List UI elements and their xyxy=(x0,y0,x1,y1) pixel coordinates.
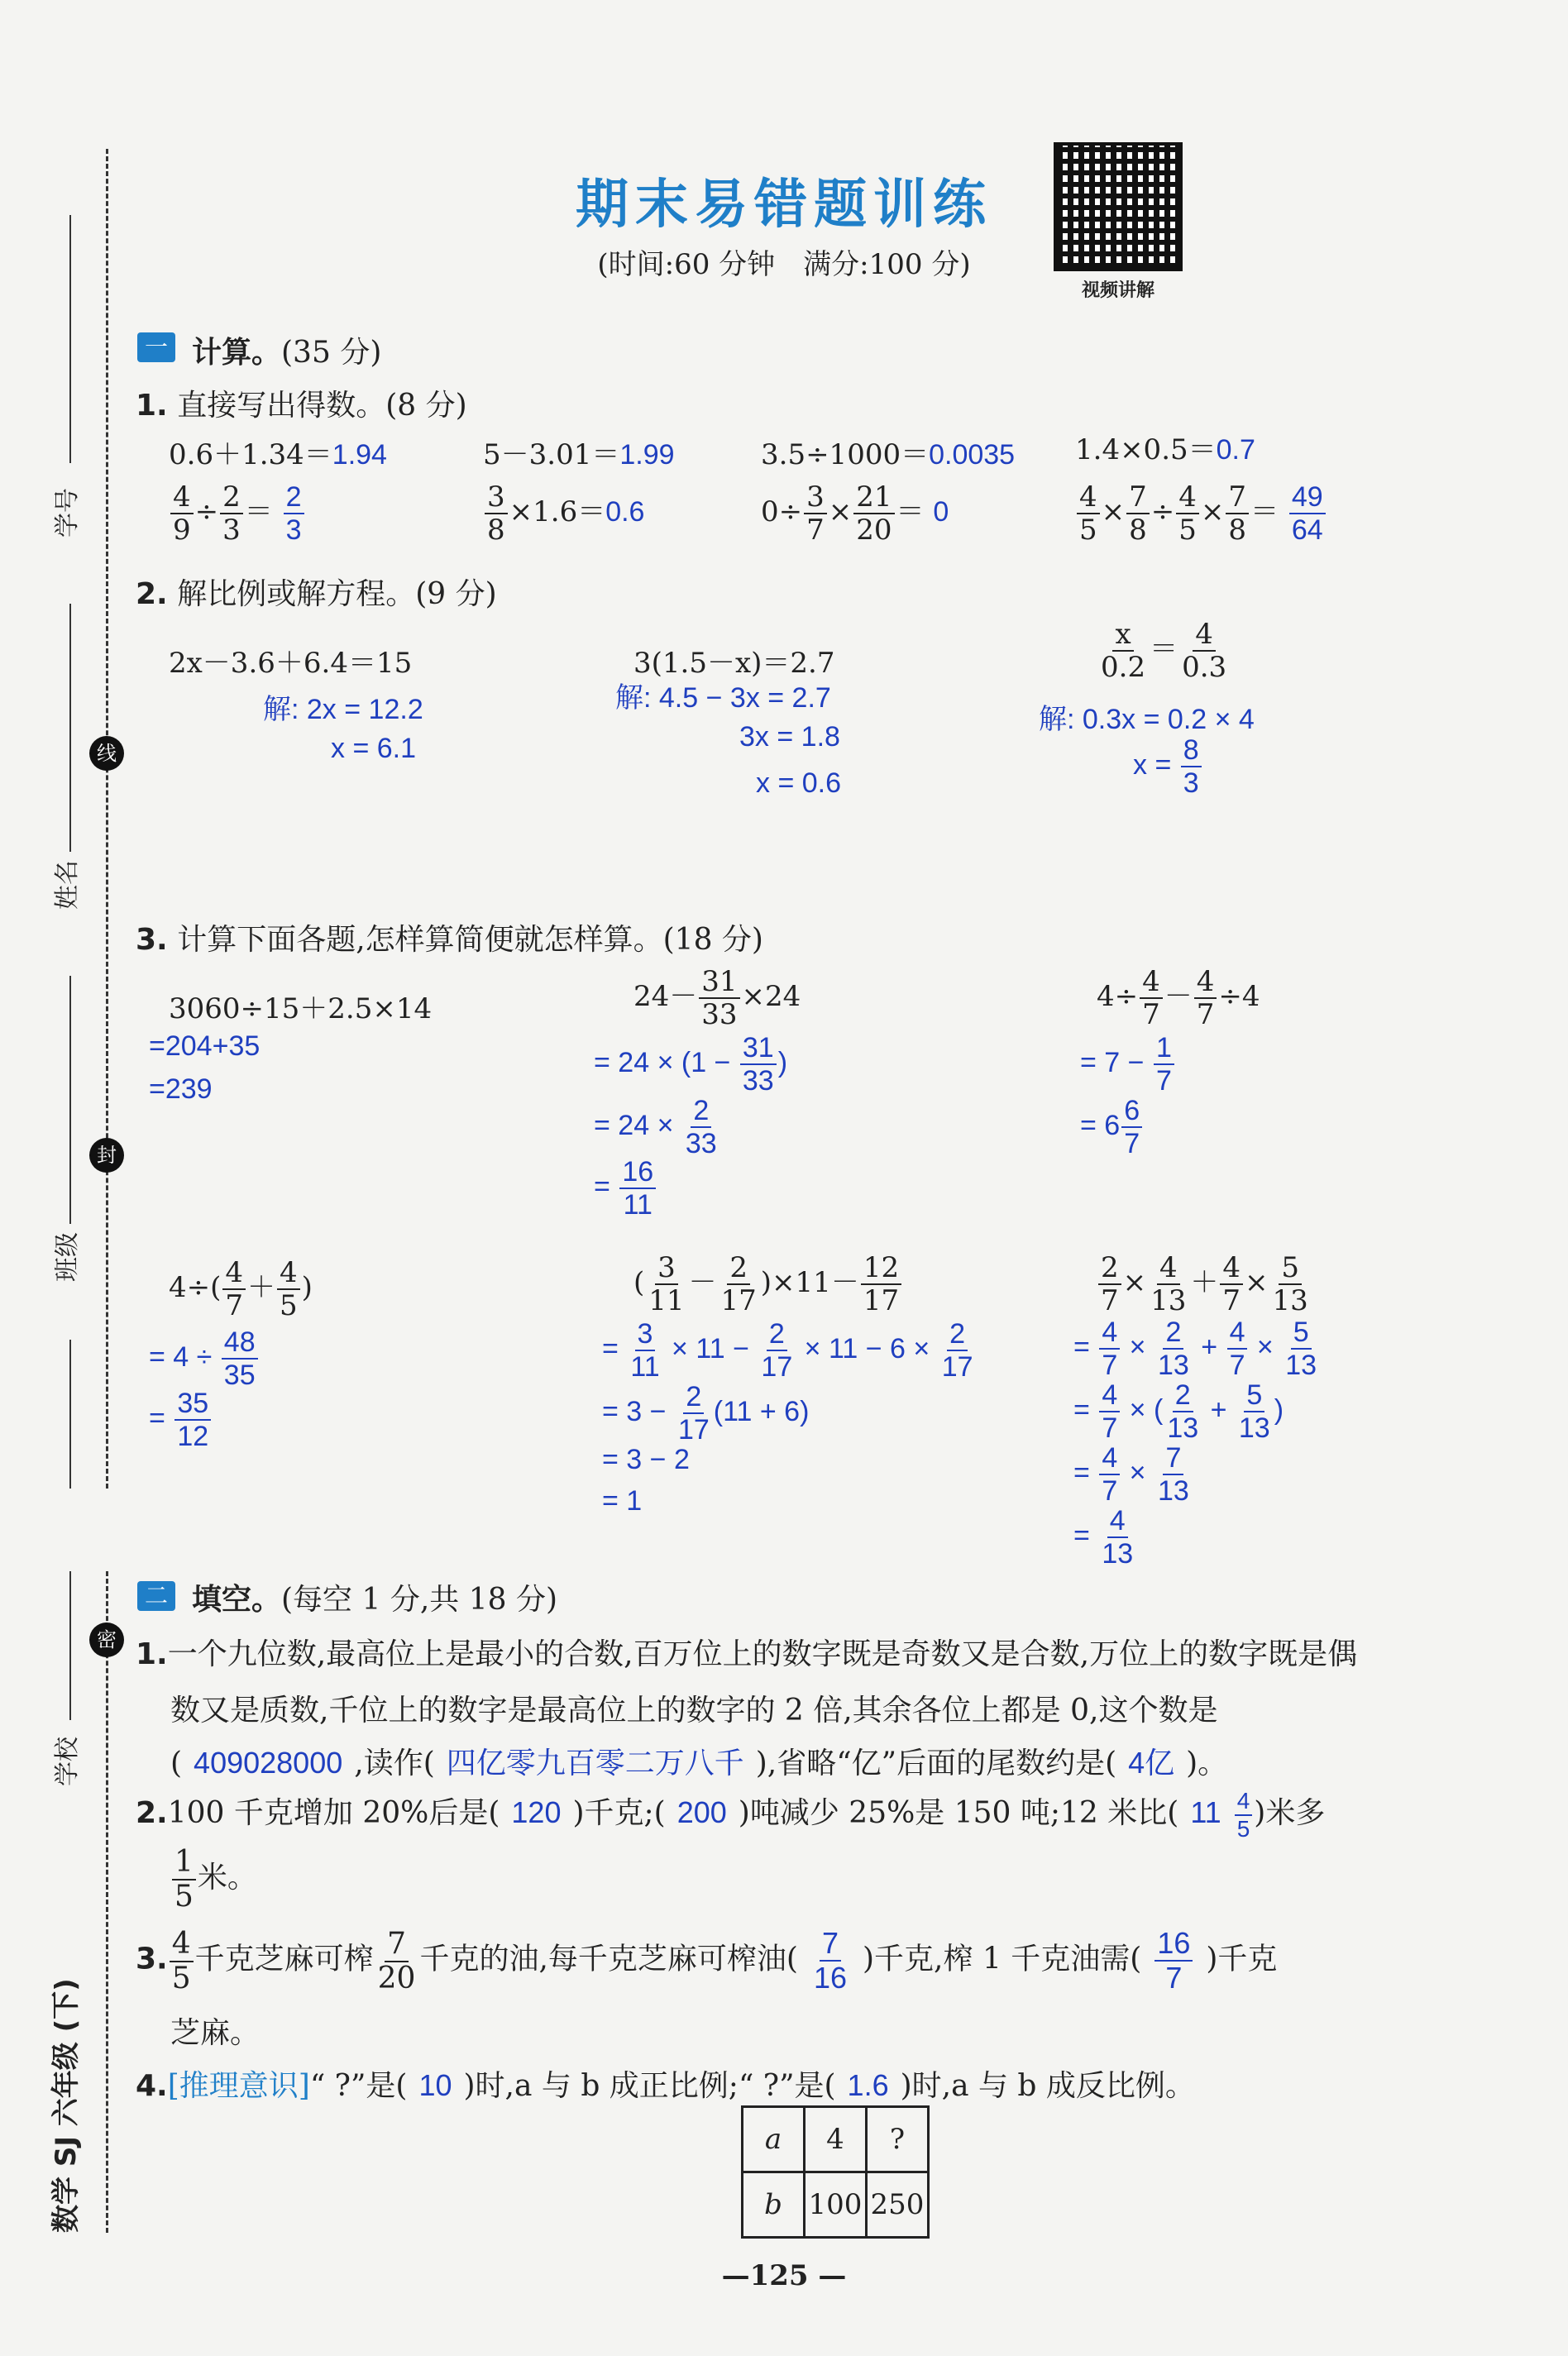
ratio-table: a 4 ? b 100 250 xyxy=(741,2105,930,2239)
fill-2-line2: $\frac{1}{5}$ 米。 xyxy=(170,1847,257,1912)
section-number: 一 xyxy=(137,332,175,362)
field-rule xyxy=(69,1340,71,1489)
solution-step: 解: 0.3x = 0.2 × 4 xyxy=(1039,704,1255,735)
solution-step: 解: 2x = 12.2 xyxy=(263,694,423,725)
subtitle: (时间:60 分钟 满分:100 分) xyxy=(597,248,971,281)
fill-1: 1.一个九位数,最高位上是最小的合数,百万位上的数字既是奇数又是合数,万位上的数字既是偶 xyxy=(136,1637,1358,1671)
solution-step: = $\frac{35}{12}$ xyxy=(149,1389,213,1450)
solution-step: =239 xyxy=(149,1073,213,1105)
solution-step: = $\frac{4}{7}$ × $\frac{7}{13}$ xyxy=(1073,1442,1189,1507)
calc-item: 5－3.01＝1.99 xyxy=(483,438,675,471)
solution-step: 解: 4.5 − 3x = 2.7 xyxy=(615,682,831,714)
field-rule xyxy=(69,1571,71,1720)
solution-step: 3x = 1.8 xyxy=(739,721,840,753)
solution-step: = 24 × (1 − $\frac{31}{33}$ ) xyxy=(594,1032,788,1097)
calc-item: 3.5÷1000＝0.0035 xyxy=(761,438,1016,471)
fill-2: 2.100 千克增加 20%后是( 120 )千克;( 200 )吨减少 25%是 150 吨;12 米比( 11 $\frac{4}{5}$ )米多 xyxy=(136,1788,1326,1842)
expression: 3060÷15＋2.5×14 xyxy=(169,992,433,1025)
class-label: 班级 xyxy=(53,1232,82,1282)
name-label: 姓名 xyxy=(53,860,82,910)
fill-3: 3. $\frac{4}{5}$ 千克芝麻可榨 $\frac{7}{20}$ 千克的油,每千克芝麻可榨油( $\frac{7}{16}$ )千克,榨 1 千克油需( $\frac{16}{7}$ )千克 xyxy=(136,1926,1278,1995)
question-3: 3. 计算下面各题,怎样算简便就怎样算。(18 分) xyxy=(136,923,763,957)
solution-step: = 7 − $\frac{1}{7}$ xyxy=(1080,1034,1176,1095)
solution-step: x = $\frac{8}{3}$ xyxy=(1133,736,1203,797)
solution-step: = $\frac{3}{11}$ × 11 − $\frac{2}{17}$ × 11 − 6 × $\frac{2}{17}$ xyxy=(602,1318,973,1383)
calc-item: 0.6＋1.34＝1.94 xyxy=(169,438,387,471)
fill-3-line2: 芝麻。 xyxy=(170,2016,261,2050)
binding-line xyxy=(106,149,108,1489)
expression: 4÷ $\frac{4}{7}$ － $\frac{4}{7}$ ÷4 xyxy=(1097,965,1260,1031)
field-rule xyxy=(69,604,71,852)
student-id-label: 学号 xyxy=(53,488,82,538)
calc-item: $\frac{3}{8}$ ×1.6＝0.6 xyxy=(483,483,644,544)
section-title: 填空。(每空 1 分,共 18 分) xyxy=(192,1583,558,1617)
book-label: 数学 SJ 六年级 (下) xyxy=(50,1978,83,2233)
binding-line xyxy=(106,1571,108,2233)
fill-1-line3: ( 409028000 ,读作( 四亿零九百零二万八千 ),省略“亿”后面的尾数约是( 4亿 )。 xyxy=(170,1746,1228,1780)
solution-step: x = 6.1 xyxy=(331,733,417,764)
expression: ( $\frac{3}{11}$ － $\frac{2}{17}$ )×11－ $\frac{12}{17}$ xyxy=(633,1254,903,1315)
equation: 2x－3.6＋6.4＝15 xyxy=(169,647,413,680)
fill-1-line2: 数又是质数,千位上的数字是最高位上的数字的 2 倍,其余各位上都是 0,这个数是 xyxy=(170,1694,1218,1728)
calc-item: $\frac{4}{5}$ × $\frac{7}{8}$ ÷ $\frac{4}{5}$ × $\frac{7}{8}$ ＝ $\frac{49}{64}$ xyxy=(1075,483,1327,544)
solution-step: =204+35 xyxy=(149,1030,261,1062)
solution-step: = 3 − $\frac{2}{17}$ (11 + 6) xyxy=(602,1381,810,1446)
seal-mark: 封 xyxy=(89,1138,124,1173)
solution-step: x = 0.6 xyxy=(756,767,842,799)
solution-step: = $\frac{16}{11}$ xyxy=(594,1158,657,1219)
qr-label: 视频讲解 xyxy=(1081,280,1154,301)
solution-step: = 24 × $\frac{2}{33}$ xyxy=(594,1095,717,1159)
calc-item: 0÷ $\frac{3}{7}$ × $\frac{21}{20}$ ＝ 0 xyxy=(761,480,949,547)
solution-step: = $\frac{4}{7}$ × ( $\frac{2}{13}$ + $\frac{5}{13}$ ) xyxy=(1073,1379,1284,1444)
section-title: 计算。(35 分) xyxy=(192,336,382,370)
question-1: 1. 直接写出得数。(8 分) xyxy=(136,389,467,423)
solution-step: = $\frac{4}{13}$ xyxy=(1073,1505,1134,1570)
seal-mark: 密 xyxy=(89,1622,124,1657)
expression: $\frac{2}{7}$ × $\frac{4}{13}$ ＋ $\frac{4}{7}$ × $\frac{5}{13}$ xyxy=(1097,1254,1312,1315)
expression: 4÷( $\frac{4}{7}$ ＋ $\frac{4}{5}$ ) xyxy=(169,1256,313,1322)
field-rule xyxy=(69,976,71,1224)
calc-item: 1.4×0.5＝0.7 xyxy=(1075,433,1255,466)
seal-mark: 线 xyxy=(89,736,124,771)
equation: 3(1.5－x)＝2.7 xyxy=(633,647,835,680)
calc-item: $\frac{4}{9}$ ÷ $\frac{2}{3}$ ＝ $\frac{2}{3}$ xyxy=(169,483,306,544)
qr-code-icon[interactable] xyxy=(1057,146,1179,268)
equation: $\frac{x}{0.2}$ ＝ $\frac{4}{0.3}$ xyxy=(1101,618,1227,684)
solution-step: = 4 ÷ $\frac{48}{35}$ xyxy=(149,1328,260,1389)
page-title: 期末易错题训练 xyxy=(576,174,992,236)
fill-4: 4.[推理意识]“ ?”是( 10 )时,a 与 b 成正比例;“ ?”是( 1.6 )时,a 与 b 成反比例。 xyxy=(136,2068,1195,2103)
solution-step: = $\frac{4}{7}$ × $\frac{2}{13}$ + $\frac{4}{7}$ × $\frac{5}{13}$ xyxy=(1073,1317,1317,1381)
section-number: 二 xyxy=(137,1581,175,1611)
solution-step: = 6 $\frac{6}{7}$ xyxy=(1080,1097,1144,1158)
expression: 24－ $\frac{31}{33}$ ×24 xyxy=(633,965,801,1031)
page-number: —125 — xyxy=(721,2259,847,2292)
question-2: 2. 解比例或解方程。(9 分) xyxy=(136,577,497,611)
school-label: 学校 xyxy=(53,1737,82,1786)
solution-step: = 1 xyxy=(602,1485,643,1517)
solution-step: = 3 − 2 xyxy=(602,1444,690,1475)
